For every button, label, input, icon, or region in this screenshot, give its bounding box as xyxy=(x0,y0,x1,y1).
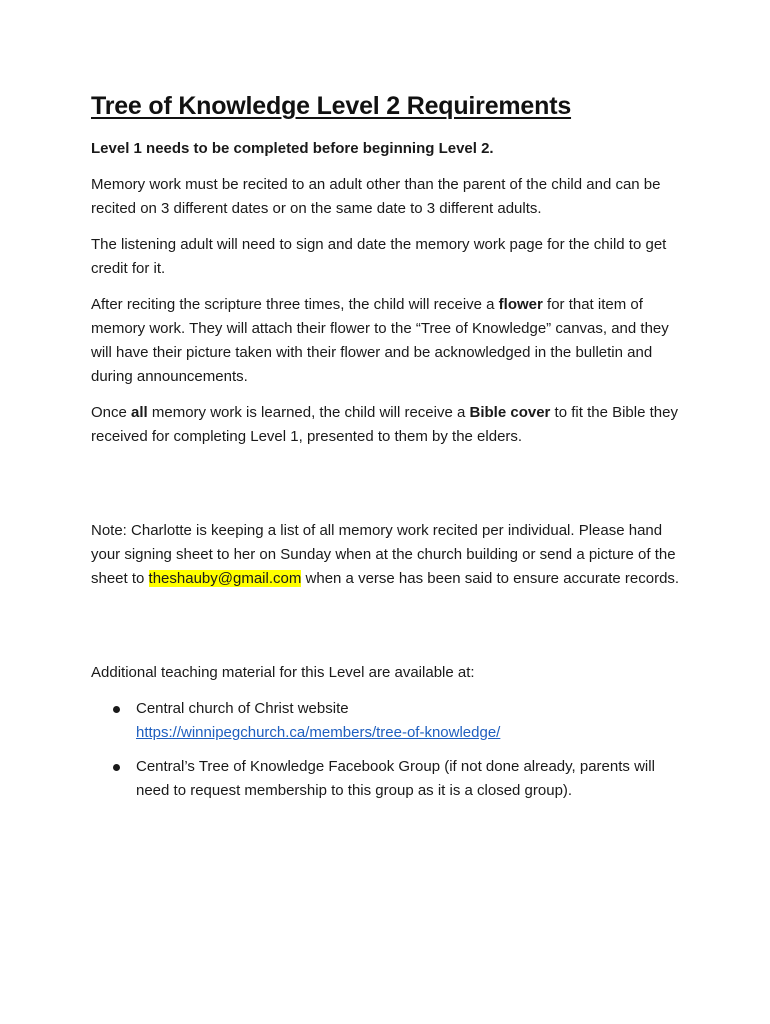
bible-cover-paragraph xyxy=(91,401,691,449)
cover-bold-bible-cover: Bible cover xyxy=(469,404,551,421)
flower-text-after: for that item of memory work. They will attach their flower to the “Tree of Knowledge” canvas, and they will have their picture taken with their flower and be acknowledged in the bulletin and during announcements. xyxy=(91,296,669,385)
website-label: Central church of Christ website xyxy=(136,700,349,717)
prerequisite-text: Level 1 needs to be completed before beginning Level 2. xyxy=(91,140,494,157)
email-highlight[interactable]: theshauby@gmail.com xyxy=(148,570,302,587)
cover-bold-all: all xyxy=(131,404,148,421)
resource-list xyxy=(91,697,691,803)
document-page xyxy=(91,92,691,813)
note-section xyxy=(91,519,691,591)
note-text-before: Note: Charlotte is keeping a list of all memory work recited per individual. Please hand your signing sheet to her on Sunday when at the church building or send a picture of the sheet to xyxy=(91,522,676,587)
website-link[interactable]: https://winnipegchurch.ca/members/tree-of-knowledge/ xyxy=(136,724,501,741)
additional-material-section xyxy=(91,661,691,803)
bullet-icon xyxy=(113,764,120,771)
note-text-after: when a verse has been said to ensure accurate records. xyxy=(301,570,680,587)
additional-intro: Additional teaching material for this Level are available at: xyxy=(91,664,475,681)
flower-paragraph xyxy=(91,293,691,389)
flower-text-before: After reciting the scripture three times, the child will receive a xyxy=(91,296,499,313)
memory-work-paragraph: Memory work must be recited to an adult other than the parent of the child and can be recited on 3 different dates or on the same date to 3 different adults. xyxy=(91,176,661,217)
cover-text-2: memory work is learned, the child will receive a xyxy=(147,404,470,421)
facebook-group-text: Central’s Tree of Knowledge Facebook Group (if not done already, parents will need to request membership to this group as it is a closed group). xyxy=(136,758,655,799)
bullet-icon xyxy=(113,706,120,713)
listening-adult-paragraph: The listening adult will need to sign and date the memory work page for the child to get credit for it. xyxy=(91,236,667,277)
flower-bold: flower xyxy=(498,296,543,313)
list-item xyxy=(91,755,691,803)
cover-text-3: to fit the Bible they received for completing Level 1, presented to them by the elders. xyxy=(91,404,678,445)
list-item xyxy=(91,697,691,745)
note-paragraph xyxy=(91,519,691,591)
cover-text-1: Once xyxy=(91,404,132,421)
page-title: Tree of Knowledge Level 2 Requirements xyxy=(91,92,572,120)
